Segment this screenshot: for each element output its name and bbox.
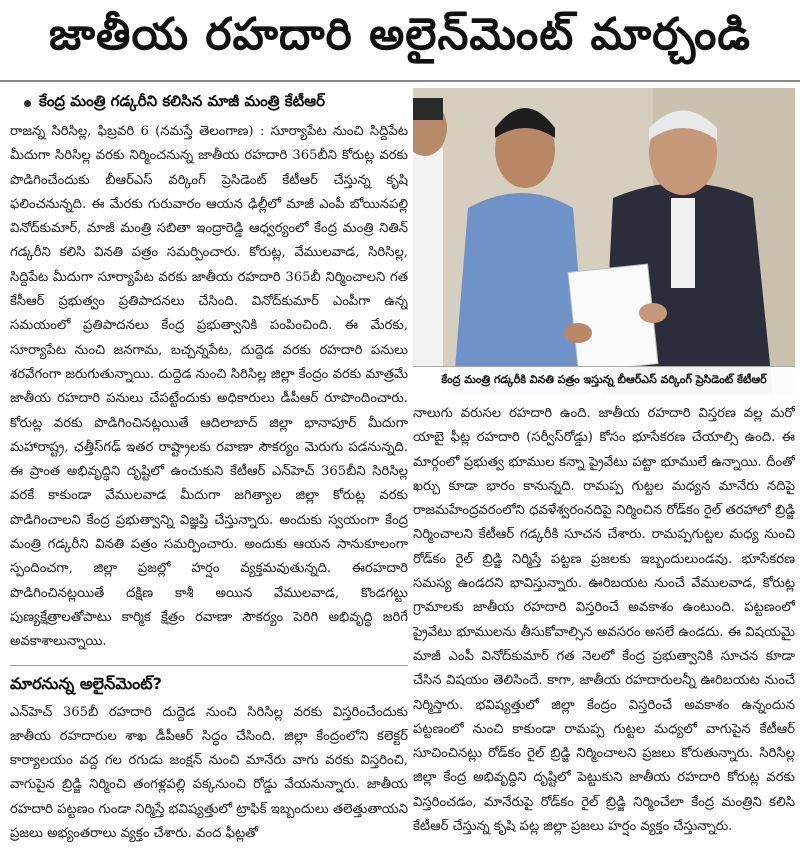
lead-paragraph: రాజన్న సిరిసిల్ల, ఫిబ్రవరి 6 (నమస్తే తెలంగాణ) : సూర్యాపేట నుంచి సిద్దిపేట మీదుగా సిరిసిల్ల వరకు నిర్మించనున్న జాతీయ రహదారి 365బీని కోరుట్ల వరకు పొడిగించేందుకు బీఆర్ఎస్ వర్కింగ్ ప్రెసిడెంట్ కేటీఆర్ చేస్తున్న కృషి ఫలించనున్నది. ఈ మేరకు గురువారం ఆయన ఢిల్లీలో మాజీ ఎంపీ బోయినపల్లి వినోద్‌కుమార్, మాజీ మంత్రి సబితా ఇంద్రారెడ్డి ఆధ్వర్యంలో కేంద్ర మంత్రి నితిన్ గడ్కరీని కలిసి వినతి పత్రం సమర్పించారు. కోరుట్ల, వేములవాడ, సిరిసిల్ల, సిద్దిపేట మీదుగా సూర్యాపేట వరకు జాతీయ రహదారి 365బీ నిర్మించాలని గత కేసీఆర్ ప్రభుత్వం ప్రతిపాదనలు చేసింది. వినోద్‌కుమార్ ఎంపీగా ఉన్న సమయంలో ప్రతిపాదనలు కేంద్ర ప్రభుత్వానికి పంపించింది. ఈ మేరకు, సూర్యాపేట నుంచి జనగామ, బచ్చన్నపేట, దుద్దెడ వరకు రహదారి పనులు శరవేగంగా జరుగుతున్నాయి. దుద్దెడ నుంచి సిరిసిల్ల జిల్లా కేంద్రం వరకు మాత్రమే జాతీయ రహదారి పనులు చేపట్టేందుకు అధికారులు డీపీఆర్ రూపొందించారు. కోరుట్ల వరకు పొడిగించినట్లయితే ఆదిలాబాద్ జిల్లా భానాపూర్ మీదుగా మహారాష్ట్ర, ఛత్తీస్‌గఢ్ ఇతర రాష్ట్రాలకు రవాణా సౌకర్యం మెరుగు పడనున్నది. ఈ ప్రాంత అభివృద్ధిని దృష్టిలో ఉంచుకుని కేటీఆర్ ఎన్‌హెచ్ 365బీని సిరిసిల్ల వరకే కాకుండా వేములవాడ మీదుగా జగిత్యాల జిల్లా కోరుట్ల వరకు పొడిగించాలని కేంద్ర ప్రభుత్వాన్ని విజ్ఞప్తి చేస్తున్నారు. అందుకు స్వయంగా కేంద్ర మంత్రి గడ్కరీని వినతి పత్రం సమర్పించారు. అందుకు ఆయన సానుకూలంగా స్పందించగా, జిల్లా ప్రజల్లో హర్షం వ్యక్తమవుతున్నది. ఈరహదారి పొడిగించినట్లయితే దక్షిణ కాశీ అయిన వేములవాడ, కొండగట్టు పుణ్యక్షేత్రాలతోపాటు కార్మిక క్షేత్రం రవాణా సౌకర్యం పెరిగి అభివృద్ధి జరిగే అవకాశాలున్నాయి. [10, 124, 408, 650]
news-photo [413, 88, 795, 394]
left-column [10, 88, 408, 863]
subheadline-text: కేంద్ర మంత్రి గడ్కరీని కలిసిన మాజీ మంత్రి కేటీఆర్ [39, 92, 326, 110]
right-paragraph: నాలుగు వరుసల రహదారి ఉంది. జాతీయ రహదారి విస్తరణ వల్ల మరో యాబై ఫీట్ల రహదారి (సర్వీస్‌రోడ్డు) కోసం భూసేకరణ చేయాల్సి ఉంది. ఈ మార్గంలో ప్రభుత్వ భూముల కన్నా ప్రైవేటు పట్టా భూములే ఉన్నాయి. దీంతో ఖర్చు కూడా భారం కానున్నది. రామప్ప గుట్టల మధ్యన మానేరు నదిపై రాజమహేంద్రవరంలోని ధవళేశ్వరంనదిపై నిర్మించిన రోడ్‌కం రైల్ తరహాలో బ్రిడ్జి నిర్మించాలని కేటీఆర్ గడ్కరీకి సూచన చేశారు. రామప్పగుట్టల మధ్య నుంచి రోడ్‌కం రైల్ బ్రిడ్జి నిర్మిస్తే పట్టణ ప్రజలకు ఇబ్బందులుండవు. భూసేకరణ సమస్య ఉండదని భావిస్తున్నారు. ఊరిబయట నుంచే వేములవాడ, కోరుట్ల గ్రామాలకు జాతీయ రహదారి విస్తరించే అవకాశం ఉంటుంది. పట్టణంలో ప్రైవేటు భూములను తీసుకోవాల్సిన అవసరం అసలే ఉండదు. ఈ విషయమై మాజీ ఎంపీ వినోద్‌కుమార్ గత నెలలో కేంద్ర ప్రభుత్వానికి సూచన కూడా చేసిన విషయం తెలిసిందే. కాగా, జాతీయ రహదారులన్నీ ఊరిబయట నుంచే నిర్మిస్తారు. భవిష్యత్తులో జిల్లా కేంద్రం విస్తరించే అవకాశం ఉన్నందున పట్టణంలో నుంచి కాకుండా రామప్ప గుట్టల మధ్యలో వాగుపైన కేటీఆర్ సూచించినట్లు రోడ్‌కం రైల్ బ్రిడ్జి నిర్మించాలని ప్రజలు కోరుతున్నారు. సిరిసిల్ల జిల్లా కేంద్ర అభివృద్ధిని దృష్టిలో పెట్టుకుని జాతీయ రహదారి కోరుట్ల వరకు విస్తరించడం, మానేరుపై రోడ్‌కం రైల్ బ్రిడ్జి నిర్మించేలా కేంద్ర మంత్రిని కలిసి కేటీఆర్ చేస్తున్న కృషి పట్ల జిల్లా ప్రజలు హర్షం వ్యక్తం చేస్తున్నారు. [413, 406, 795, 835]
headline: జాతీయ రహదారి అలైన్‌మెంట్ మార్చండి [0, 0, 800, 82]
subheadline [24, 92, 408, 114]
bullet-icon [24, 100, 31, 107]
right-column [413, 402, 795, 863]
section-heading: మారనున్న అలైన్‌మెంట్? [10, 665, 408, 697]
photo-caption: కేంద్ర మంత్రి గడ్కరీకి వినతి పత్రం ఇస్తున్న బీఆర్ఎస్ వర్కింగ్ ప్రెసిడెంట్ కేటీఆర్ [413, 366, 795, 394]
section-paragraph: ఎన్‌హెచ్ 365బీ రహదారి దుద్దెడ నుంచి సిరిసిల్ల వరకు విస్తరించేందుకు జాతీయ రహదారుల శాఖ డీపీఆర్ సిద్ధం చేసింది. జిల్లా కేంద్రంలోని కలెక్టర్ కార్యాలయం వద్ద గల రగుడు జంక్షన్ నుంచి మానేరు వాగు వరకు విస్తరించి, వాగుపైన బ్రిడ్జి నిర్మించి తంగళ్లపల్లి పక్కనుంచి రోడ్డు వేయనున్నారు. జాతీయ రహదారి పట్టణం గుండా నిర్మిస్తే భవిష్యత్తులో ట్రాఫిక్ ఇబ్బందులు తలెత్తుతాయని ప్రజలు అభ్యంతరాలు వ్యక్తం చేశారు. వంద ఫీట్లతో [10, 704, 408, 842]
